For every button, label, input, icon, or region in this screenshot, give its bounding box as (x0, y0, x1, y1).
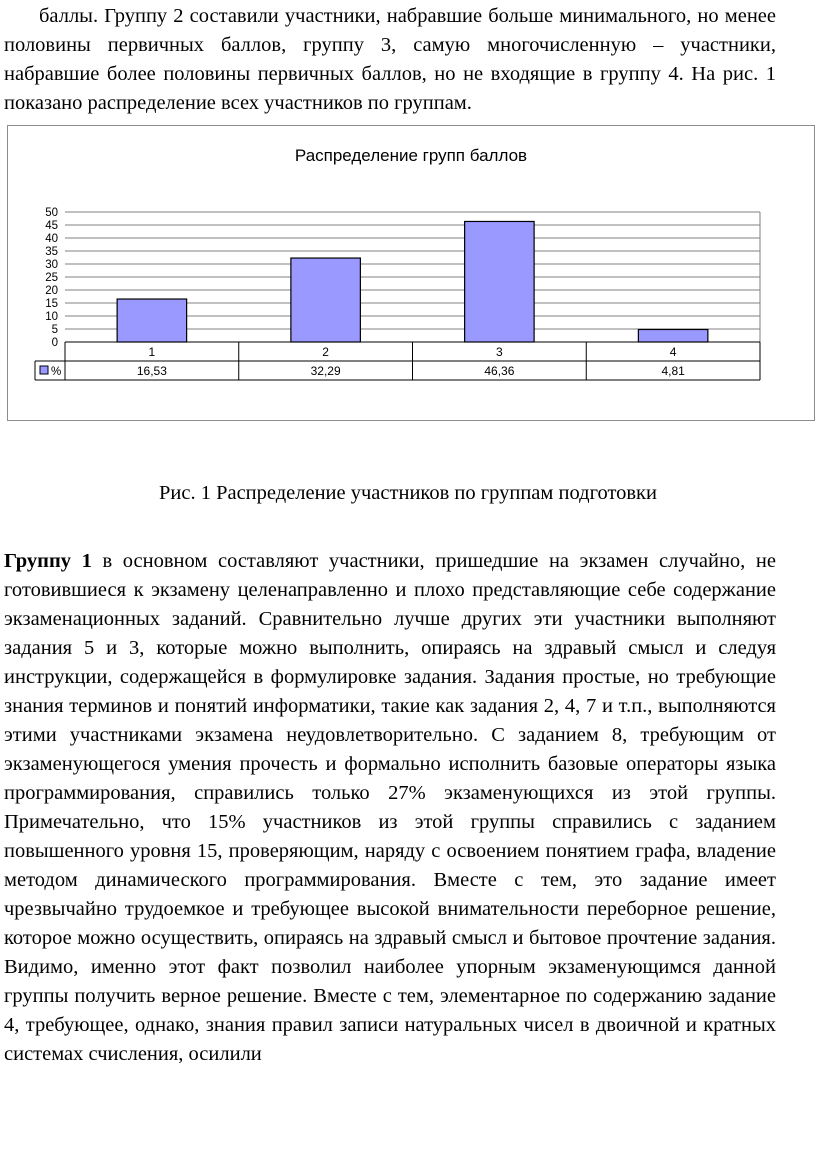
y-tick-label: 10 (45, 311, 58, 323)
data-label: 16,53 (136, 364, 167, 378)
y-tick-label: 5 (51, 324, 58, 336)
paragraph-group1 (4, 547, 776, 1069)
paragraph-bold-lead: Группу 1 (4, 550, 92, 572)
bar-chart (8, 126, 814, 420)
legend-label: % (51, 366, 62, 378)
figure-caption: Рис. 1 Распределение участников по группам подготовки (158, 482, 657, 504)
data-label: 4,81 (661, 364, 685, 378)
bar (465, 221, 535, 342)
y-tick-label: 45 (45, 220, 58, 232)
y-tick-label: 40 (45, 233, 58, 245)
y-tick-label: 20 (45, 285, 58, 297)
data-label: 32,29 (310, 364, 341, 378)
bar (291, 258, 361, 342)
paragraph-intro: баллы. Группу 2 составили участники, набравшие больше минимального, но менее половины первичных баллов, группу 3, самую многочисленную – участники, набравшие более половины первичных баллов, но не входящие в группу 4. На рис. 1 показано распределение всех участников по группам. (4, 5, 776, 114)
paragraph-body: в основном составляют участники, пришедшие на экзамен случайно, не готовившиеся к экзамену целенаправленно и плохо представляющие себе содержание экзаменационных заданий. Сравнительно лучше других эти участники выполняют задания 5 и 3, которые можно выполнить, опираясь на здравый смысл и следуя инструкции, содержащейся в формулировке задания. Задания простые, но требующие знания терминов и понятий информатики, такие как задания 2, 4, 7 и т.п., выполняются этими участниками экзамена неудовлетворительно. С заданием 8, требующим от экзаменующегося умения прочесть и формально исполнить базовые операторы языка программирования, справились только 27% экзаменующихся из этой группы. Примечательно, что 15% участников из этой группы справились с заданием повышенного уровня 15, проверяющим, наряду с освоением понятием графа, владение методом динамического программирования. Вместе с тем, это задание имеет чрезвычайно трудоемкое и требующее высокой внимательности переборное решение, которое можно осуществить, опираясь на здравый смысл и бытовое прочтение задания. Видимо, именно этот факт позволил наиболее упорным экзаменующимся данной группы получить верное решение. Вместе с тем, элементарное по содержанию задание 4, требующее, однако, знания правил записи натуральных чисел в двоичной и кратных системах счисления, осилили (4, 550, 776, 1065)
x-tick-label: 1 (148, 345, 156, 359)
chart-frame (7, 125, 815, 421)
y-tick-label: 30 (45, 259, 58, 271)
bar (117, 299, 187, 342)
data-label: 46,36 (484, 364, 515, 378)
x-tick-label: 4 (669, 345, 677, 359)
y-tick-label: 35 (45, 246, 58, 258)
y-tick-label: 15 (45, 298, 58, 310)
y-tick-label: 25 (45, 272, 58, 284)
x-tick-label: 2 (322, 345, 329, 359)
y-tick-label: 50 (45, 207, 58, 219)
x-tick-label: 3 (496, 345, 503, 359)
chart-title: Распределение групп баллов (294, 146, 528, 165)
bar (638, 329, 708, 342)
legend-swatch (40, 366, 48, 374)
y-tick-label: 0 (51, 337, 58, 349)
